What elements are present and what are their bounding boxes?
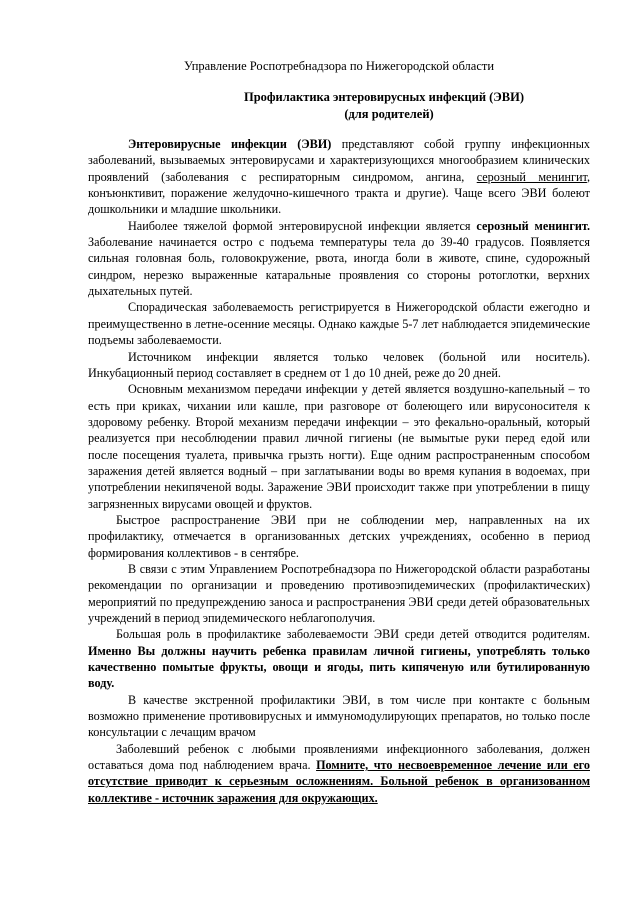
paragraph-severe-form	[88, 218, 590, 300]
paragraph-sick-child	[88, 741, 590, 806]
intro-text-a: представляют собой группу инфекционных заболеваний, вызываемых энтеровирусами и характеризующихся многообразием клинических проявлений (заболевания с респираторным синдромом, ангина,	[88, 137, 590, 184]
document-subtitle: (для родителей)	[344, 106, 434, 121]
document-title: Профилактика энтеровирусных инфекций (ЭВИ)	[243, 90, 525, 105]
paragraph-intro	[88, 136, 590, 218]
paragraph-parents	[88, 626, 590, 691]
intro-underlined-term: серозный менингит	[476, 169, 587, 184]
paragraph-spread: Быстрое распространение ЭВИ при не соблюдении мер, направленных на их профилактику, отмечается в организованных детских учреждениях, особенно в период формирования коллективов - в сентябре.	[88, 512, 590, 560]
document-page	[88, 58, 590, 806]
intro-text-b: , конъюнктивит, поражение желудочно-кишечного тракта и другие). Чаще всего ЭВИ болеют дошкольники и младшие школьники.	[88, 169, 590, 217]
paragraph-transmission: Основным механизмом передачи инфекции у детей является воздушно-капельный – то есть при криках, чихании или кашле, при разговоре от болеющего или вирусоносителя к здоровому ребенку. Второй механизм передачи инфекции – это фекально-оральный, который реализуется при несоблюдении правил личной гигиены (не вымытые руки перед едой или после посещения туалета, привычка грызть ногти). Еще одним распространенным способом заражения детей является водный – при заглатывании воды во время купания в водоемах, при употреблении некипяченой воды. Заражение ЭВИ происходит также при употреблении в пищу загрязненных вирусами овощей и фруктов.	[88, 382, 590, 511]
paragraph-incidence: Спорадическая заболеваемость регистрируется в Нижегородской области ежегодно и преимущественно в летне-осенние месяцы. Однако каждые 5-7 лет наблюдается эпидемические подъемы заболеваемости.	[88, 300, 590, 348]
intro-lead: Энтеровирусные инфекции (ЭВИ)	[128, 137, 332, 152]
paragraph-source: Источником инфекции является только человек (больной или носитель). Инкубационный период составляет в среднем от 1 до 10 дней, реже до 20 дней.	[88, 349, 590, 380]
sick-child-warning: Помните, что несвоевременное лечение или его отсутствие приводит к серьезным осложнениям. Больной ребенок в организованном коллективе - источник заражения для окружающих.	[88, 758, 590, 805]
severe-form-text-b: Заболевание начинается остро с подъема температуры тела до 39-40 градусов. Появляется сильная головная боль, головокружение, рвота, иногда боли в животе, спине, судорожный синдром, нерезко выраженные катаральные проявления со стороны ротоглотки, верхних дыхательных путей.	[88, 235, 590, 299]
organization-header: Управление Роспотребнадзора по Нижегородской области	[183, 59, 495, 73]
paragraph-prophylaxis: В качестве экстренной профилактики ЭВИ, в том числе при контакте с больным возможно применение противовирусных и иммуномодулирующих препаратов, но только после консультации с лечащим врачом	[88, 692, 590, 740]
parents-text-a: Большая роль в профилактике заболеваемости ЭВИ среди детей отводится родителям.	[116, 627, 590, 642]
severe-form-bold: серозный менингит.	[476, 218, 590, 233]
severe-form-text-a: Наиболее тяжелой формой энтеровирусной инфекции является	[128, 218, 477, 233]
sick-child-text-a: Заболевший ребенок с любыми проявлениями инфекционного заболевания, должен оставаться дома под наблюдением врача.	[88, 741, 590, 773]
paragraph-recommendations: В связи с этим Управлением Роспотребнадзора по Нижегородской области разработаны рекомендации по организации и проведению противоэпидемических (профилактических) мероприятий по предупреждению заноса и распространения ЭВИ среди детей образовательных учреждений в период эпидемического неблагополучия.	[88, 561, 590, 625]
parents-bold: Именно Вы должны научить ребенка правилам личной гигиены, употреблять только качественно помытые фрукты, овощи и ягоды, пить кипяченую или бутилированную воду.	[88, 643, 590, 691]
